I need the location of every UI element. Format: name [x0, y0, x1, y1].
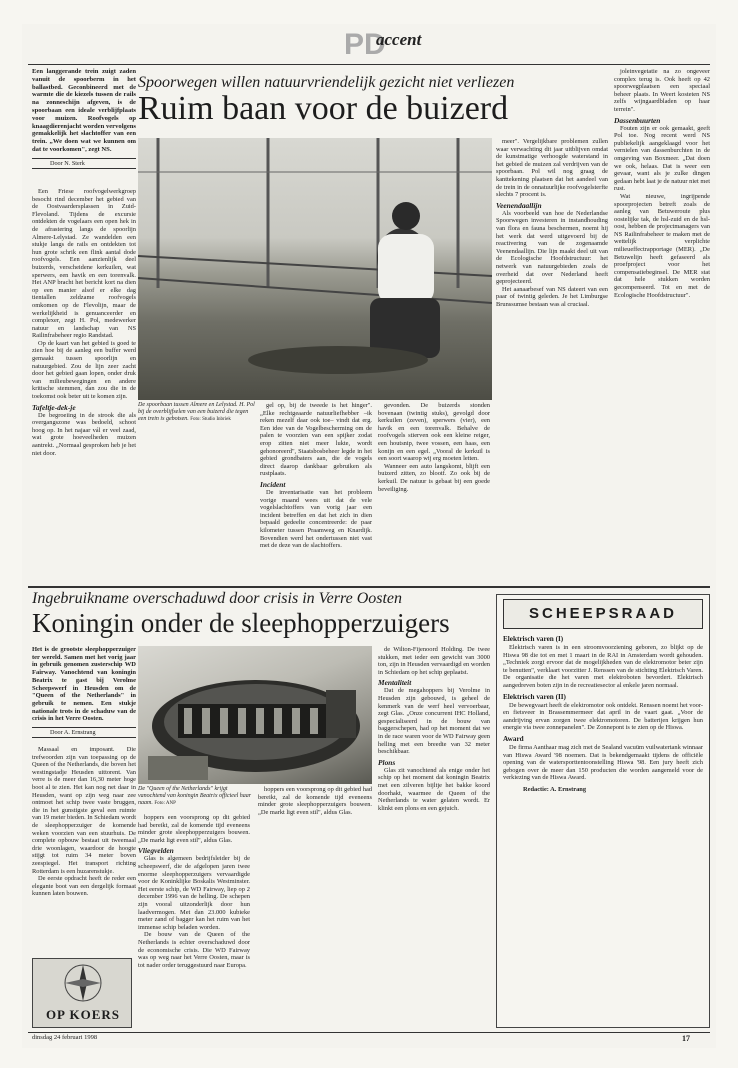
article1-col2: gel op, bij de tweede is het hinger". „Elke rechtgeaarde natuurliefhebber –ik reken mezelf daar ook toe– vindt dat erg. Een idee van de Vogelbescherming om de palen te voorzien van een spijker zodat erop zitten niet meer lukte, wordt gehonoreerd", Staatsbosbeheer legde in het gebied grondbaters aan, die de vogels direct daarop dankbaar gebruiken als rustplaats. Incident De inventarisatie van het probleem vorige maand wees uit dat de vele vogelslachtoffers van vorig jaar een incident betreffen en dat het zich in dien bepaald gedeelte concentreerde: de paar kilometer tussen Praamweg en Knardijk. Bovendien werd het ondertussen niet vast met de deze van de slachtoffers. — [260, 402, 372, 550]
article2-col2: hoppers een voorsprong op dit gebied had bereikt, zal de komende tijd eveneens minder grote sleephopperzuigers bouwen. „De markt ligt even stil", aldus Glas. Vliegvelden Glas is algemeen bedrijfsleider bij de scheepswerf, die de afgelopen jaren twee enorme sleephopperzuigers vervaardigde voor de Koninklijke Boskalis Westminster. Het eerste schip, de WD Fairway, liep op 2 december 1996 van de helling. De schepen zijn vooral uitzonderlijk door hun laadvermogen. Met dan 23.000 kubieke meter zand of bagger kan het ruim van het immense schip beladen worden. De bouw van de Queen of the Netherlands is echter overschaduwd door de economische crisis. Die WD Fairway was op weg naar het Verre Oosten, maar is tot nader order teruggestuurd naar Europa. — [138, 814, 250, 969]
article2-col2b: hoppers een voorsprong op dit gebied had bereikt, zal de komende tijd eveneens minder grote sleephopperzuigers bouwen. „De markt ligt even stil", aldus Glas. — [258, 786, 372, 816]
scheepsraad-body: Elektrisch varen (I) Elektrisch varen is in een stroomvoorziening geboren, zo blijkt op de Hiswa 98 die tot en met 1 maart in de RAI in Amsterdam wordt gehouden. „Techniek zorgt ervoor dat de mogelijkheden van de elektromotor beter zijn te benutten", verklaart voorzitter J. Renssen van de stichting Elektrisch Varen. De organisatie die het varen met elektroboten bevordert. Elektrisch aangedreven boten zijn in de recreatiesector al enkele jaren normaal. Elektrisch varen (II) De bewegvaart heeft de elektromotor ook ontdekt. Renssen noemt het voor- en fietsveer in Brassemmermeer dat april in de vaart gaat. „Voor de aandrijving ervan zorgen twee elektromotoren. De batterijen krijgen hun energie via twee zonnepanelen". De Zonnepont is te zien op de Hiswa. Award De firma Aanthaar mag zich met de Sealand vacuüm vuilwatertank winnaar van Hiswa Award '98 noemen. Dat is bekendgemaakt tijdens de officiële opening van de watersporttentoonstelling Hiswa '98. Een jury heeft zich gebogen over de meer dan 150 producten die worden aangemeld voor de verkiezing van de Hiswa Award. Redactie: A. Ernstrang — [503, 635, 703, 793]
article1-kicker: Spoorwegen willen natuurvriendelijk gezicht niet verliezen — [138, 74, 515, 91]
article1-headline: Ruim baan voor de buizerd — [138, 90, 509, 127]
footer-date: dinsdag 24 februari 1998 — [32, 1034, 98, 1041]
article1-intro: Een langgerande trein zuigt zaden vanuit de spoorberm in het ballastbed. Geconbineerd met de warmte die de kiezels tussen de rails na zonneschijn afgeven, is de spoorbaan een ideale verblijfplaats voor muizen. Roofvogels op knaagdierenjacht worden vervolgens gemakkelijk het slachtoffer van een trein. „We doen wat we kunnen om dat te voorkomen", zegt NS. Door N. Sterk — [32, 68, 136, 167]
article1-caption: De spoorbaan tussen Almere en Lelystad. H. Pol bij de overblijfselen van een buizerd die tegen een trein is gebotsen. Foto: Studio Inbriek — [138, 402, 255, 423]
article2-byline: Door A. Ernstrang — [32, 727, 136, 738]
article1-byline: Door N. Sterk — [32, 158, 136, 169]
article2-col1: Massaal en imposant. Die trefwoorden zijn van toepassing op de Queen of the Netherlands, die boven het westingstadje Heusden uittorent. Van verre is de meer dan 16,30 meter hoge boot al te zien. Het kan nog net daar in Heusden, want op zijn weg naar zee ontmoet het schip twee vaste bruggen, die in het gunstigste geval een ruimte van 19 meter bieden. In Schiedam wordt de sleephopperzuiger de komende weken voorzien van een stuurhuis. De complete opbouw bestaat uit tweemaal drie woonlagen, waardoor de hoogte stijgt tot ruim 34 meter boven zeespiegel. Het transport richting Rotterdam is een huzarenstukje. De eerste opdracht heeft de reder een elegante boot van een dergelijk formaat kunnen laten bouwen. — [32, 746, 136, 898]
page-number: 17 — [682, 1034, 690, 1043]
article1-col4: meer". Vergelijkbare problemen zullen waar verwachting dit jaar uitblijven omdat de kunstmatige verhoogde waterstand in het gebied de muizen zal verdrijven van de spoorbaan. Pol wil nog graag de kanttekening plaatsen dat het aandeel van de trein in de onnatuurlijke roofvogelsterfte slechts 7 procent is. Veenendaallijn Als voorbeeld van hoe de Nederlandse Spoorwegen investeren in instandhouding van flora en fauna beschermen, noemt hij het werk dat werd uitgevoerd bij de reactivering van de zogenaamde Veenendaallijn. Die lijn maakt deel uit van de Ecologische Hoofdstructuur: het netwerk van natuurgebieden zoals de overheid dat over Nederland heeft geprojecteerd. Het aanaarbesef van NS dateert van een paar of twintig geleden. Je het Limburgse Brunssumse bestaan was al cruciaal. — [496, 138, 608, 308]
newspaper-page — [22, 24, 716, 1048]
section-label: accent — [376, 30, 422, 49]
logo-letters: PD — [344, 28, 386, 61]
article2-col3: de Wilton-Fijenoord Holding. De twee stukken, met ieder een gewicht van 3000 ton, zijn in Heusden vervaardigd en worden in Schiedam op het schip geplaatst. Mentaliteit Dat de megahoppers bij Verolme in Heusden zijn gebouwd, is geheel de kenmerk van de werf heel vervoerbaar, zegt Glas. „Onze concurrent IHC Holland, gespecialiseerd in de bouw van baggerschepen, had op het moment dat we in de race waren voor de WD Fairway geen helling met een breedte van 32 meter beschikbaar. Plons Glas zit vanochtend als enige onder het schip op het moment dat koningin Beatrix met een zilveren bijltje het bakke koord doorhakt, waarmee de Queen of the Netherlands te water gelaten wordt. Er klinkt een plons en een gejuich. — [378, 646, 490, 812]
article2-intro: Het is de grootste sleephopperzuiger ter wereld. Samen met het vorig jaar in gebruik genomen zusterschip WD Fairway. Vanochtend van koningin Beatrix te gast bij Verolme Scheepswerf in Heusden om de "Queen of the Netherlands" in gebruik te nemen. Een stukje nationale trots in de schaduw van de crisis in het Verre Oosten. Door A. Ernstrang — [32, 646, 136, 737]
article2-kicker: Ingebruikname overschaduwd door crisis in Verre Oosten — [32, 590, 403, 607]
article1-col1: Een Friese roofvogelwerkgroep besocht rind december het gebied van de Oostvaardersplassen in Zuid-Flevoland. Tijdens de excursie ontdekten de vogelaars een open hek in de afrastering langs de spoorlijn Almere-Lelystad. Ze wandelden een stukje langs de rails en ontdekten tot hun grote schrik een flink aantal dode roofvogels. Een aanzienlijk deel buizerds, verscheidene kerkuilen, wat sperwers, een havik en een torenvalk. Het ANP bracht het bericht kort na dien op een manier alsof er elke dag tientallen zeldzame roofvogels omkomen op de Flevolijn, maar de werkelijkheid is genuanceerder en complexer, zegt H. Pol, medewerker natuur en landschap van NS Railinfrabeheer regio Randstad. Op de kaart van het gebied is goed te zien hoe bij de aanleg een buffer werd gemaakt tussen spoorlijn en natuurgebied. Zou de lijn zeer zacht door het gebied gaan lopen, onder druk van milieubewegingen en andere kritische stemmen, dan zou die in de toekomst ook beter uit te komen zijn. Tafeltje-dek-je De begroeiing in de strook die als overgangszone was bedoeld, schoot hoog op. In het najaar vál er veel zaad, wat grote hoeveelheden muizen aantrekt. „Normaal gesproken heb je het niet door. — [32, 188, 136, 457]
ship-icon — [138, 646, 372, 784]
section-header — [322, 24, 472, 64]
dredger-photo — [138, 646, 372, 784]
railway-scene-icon — [138, 138, 492, 400]
article2-caption: De "Queen of the Netherlands" krijgt vanochtend van koningin Beatrix officieel haar naam. Foto: ANP — [138, 786, 252, 807]
article2-headline: Koningin onder de sleephopperzuigers — [32, 608, 450, 638]
op-koers-logo: OP KOERS — [32, 958, 132, 1028]
article1-col5: joleinvegetatie na zo ongeveer complex terug is. Ook heeft op 42 spoorwegplaatsen een speciaal beheer plaats. In Weert kosteten NS zelfs wijngaardbladen op haar terrein". Dassenbuurten Fouten zijn er ook gemaakt, geeft Pol toe. Nog recent werd NS publiekelijk aangeklaagd voor het vernielen van dassenburchten in de omgeving van Boxmeer. „Dat doen we ook, helaas. Dat is weer een gevaar, want als je zulke dingen gedaan hebt laat je de natuur niet met rust. Wat nieuwe, ingrijpende spoorprojecten betreft zoals de aanleg van Betuweroute plus oostelijke tak, de hsl-zuid en de hsl-oost, hebben de projectmanagers van NS Railinfrabeheer te maken met de wettelijk verplichte milieueffectrapportage (MER). „De Betuwelijn heeft gefaseerd als proefproject voor het compensatiebeginsel. De MER stat dat hele stukken worden gecompenseerd. Tot en met de Ecologische Hoofdstructuur". — [614, 68, 710, 299]
scheepsraad-banner: SCHEEPSRAAD — [503, 599, 703, 629]
buizerd-photo — [138, 138, 492, 400]
scheepsraad-box — [496, 594, 710, 1028]
compass-icon — [33, 959, 133, 1009]
article1-col3: gevonden. De buizerds stonden bovenaan (twintig stuks), gevolgd door kerkuilen (zeven), sperwers (vier), een havik en een torenvalk. Behalve de roofvogels stierven ook een kleine reiger, een houtsnip, twee vossen, een haas, een konijn en een egel. „Vooral de kerkuil is een soort waarop wij erg moeten letten. Wanneer een auto langskomt, blijft een buizerd zitten, zo blootf. Zo ook bij de kerkuil. De natuur is gebaat bij een goede beveiliging. — [378, 402, 490, 493]
